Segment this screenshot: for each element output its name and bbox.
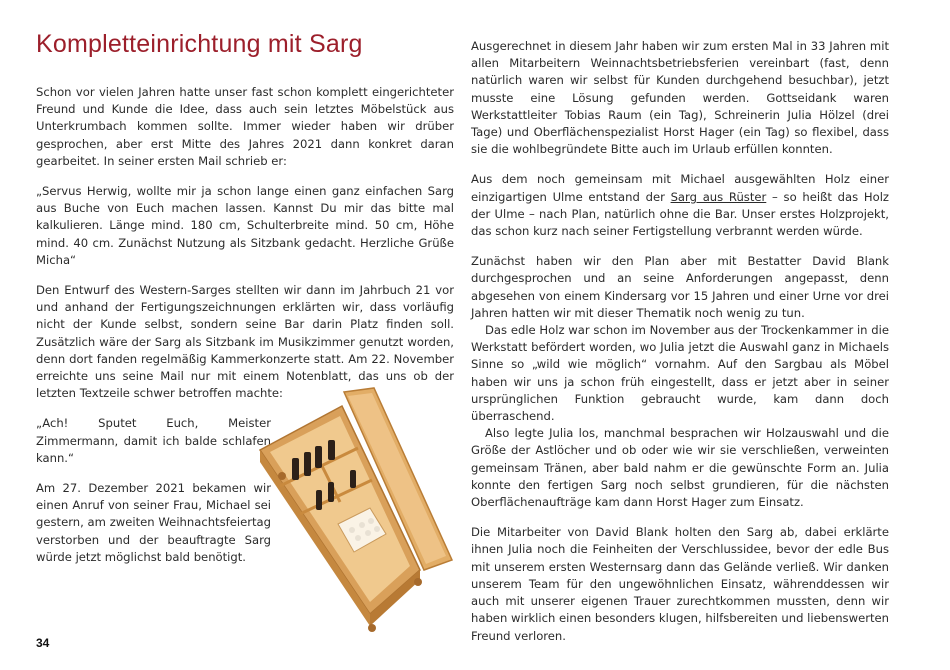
- right-column: [471, 38, 889, 658]
- paragraph: Das edle Holz war schon im November aus der Trockenkammer in die Werkstatt befördert worden, wo Julia jetzt die Auswahl ganz in Michaels Sinne so „wild wie möglich“ vornahm. Auf den Sargbau als Möbel haben wir uns ja schon früh eingestellt, dass er jetzt aber in seiner ursprünglichen Funktion gebraucht wurde, kam dann doch überraschend.: [471, 323, 889, 424]
- paragraph: Die Mitarbeiter von David Blank holten den Sarg ab, dabei erklärte ihnen Julia noch die Feinheiten der Verschlussidee, bevor der edle Bus mit unserem ersten Westernsarg dann das Gelände verließ. Wir danken unserem Team für den ungewöhnlichen Einsatz, währenddessen wir auch mit unserer eigenen Trauer zurechtkommen mussten, denn wir haben wirklich einen besonders klugen, hilfsbereiten und liebenswerten Freund verloren.: [471, 525, 889, 643]
- paragraph: Den Entwurf des Western-Sarges stellten wir dann im Jahrbuch 21 vor und anhand der Fertigungszeichnungen erklärten wir, dass vorläufig nicht der Kunde selbst, sondern seine Bar darin Platz finden soll. Zusätzlich wäre der Sarg als Sitzbank im Musikzimmer genutzt worden, denn dort fanden regelmäßig Kammerkonzerte statt. Am 22. November erreichte uns seine Mail nur mit einem Notenblatt, das uns ob der letzten Textzeile schwer betroffen machte:: [36, 283, 454, 401]
- page-title: Kompletteinrichtung mit Sarg: [36, 30, 363, 58]
- paragraph-text: – so heißt das Holz der Ulme – nach Plan, natürlich ohne die Bar. Unser erstes Holzprojekt, das schon kurz nach seiner Fertigstellung verbrannt werden würde.: [471, 189, 890, 239]
- coffin-bar-illustration: [252, 384, 458, 632]
- page-number: 34: [36, 636, 50, 650]
- quote-paragraph: „Ach! Sputet Euch, Meister Zimmermann, damit ich balde schlafen kann.“: [36, 416, 271, 465]
- sarg-aus-ruester-link[interactable]: Sarg aus Rüster: [670, 189, 767, 204]
- paragraph-text: Aus dem noch gemeinsam mit Michael ausgewählten Holz einer einzigartigen Ulme entstand der: [471, 172, 889, 204]
- paragraph: Am 27. Dezember 2021 bekamen wir einen Anruf von seiner Frau, Michael sei gestern, am zweiten Weihnachtsfeiertag verstorben und der beauftragte Sarg würde jetzt möglichst bald benötigt.: [36, 481, 271, 564]
- paragraph: Ausgerechnet in diesem Jahr haben wir zum ersten Mal in 33 Jahren mit allen Mitarbeitern Weinnachtsbetriebsferien vereinbart (fast, denn natürlich waren wir selbst für Kunden durchgehend besuchbar), jetzt musste eine Lösung gefunden werden. Gottseidank waren Werkstattleiter Tobias Raum (ein Tag), Schreinerin Julia Hölzel (drei Tage) und Oberflächenspezialist Horst Hager (ein Tag) so flexibel, dass sie die wohlbegründete Bitte auch im Urlaub erfüllen konnten.: [471, 39, 889, 157]
- quote-paragraph: „Servus Herwig, wollte mir ja schon lange einen ganz einfachen Sarg aus Buche von Euch machen lassen. Kannst Du mir das bitte mal kalkulieren. Länge mind. 180 cm, Schulterbreite mind. 50 cm, Höhe mind. 40 cm. Zunächst Nutzung als Sitzbank gedacht. Herzliche Grüße Micha“: [36, 184, 454, 267]
- paragraph: Zunächst haben wir den Plan aber mit Bestatter David Blank durchgesprochen und an seine Anforderungen angepasst, denn abgesehen von einem Kindersarg vor 15 Jahren und einer Urne vor drei Jahren hatten wir mit dieser Thematik noch wenig zu tun.: [471, 254, 889, 320]
- paragraph: Schon vor vielen Jahren hatte unser fast schon komplett eingerichteter Freund und Kunde die Idee, dass auch sein letztes Möbelstück aus Unterkrumbach kommen sollte. Immer wieder haben wir drüber gesprochen, aber erst Mitte des Jahres 2021 dann konkret daran gearbeitet. In seiner ersten Mail schrieb er:: [36, 85, 454, 168]
- paragraph: Also legte Julia los, manchmal besprachen wir Holzauswahl und die Größe der Astlöcher und ob oder wie wir sie verschließen, verweinten gemeinsam Tränen, aber bald nahm er die gewünschte Form an. Julia konnte den fertigen Sarg noch selbst grundieren, für die nächsten Oberflächenaufträge kam dann Horst Hager zum Einsatz.: [471, 426, 889, 510]
- paragraph: [471, 171, 889, 240]
